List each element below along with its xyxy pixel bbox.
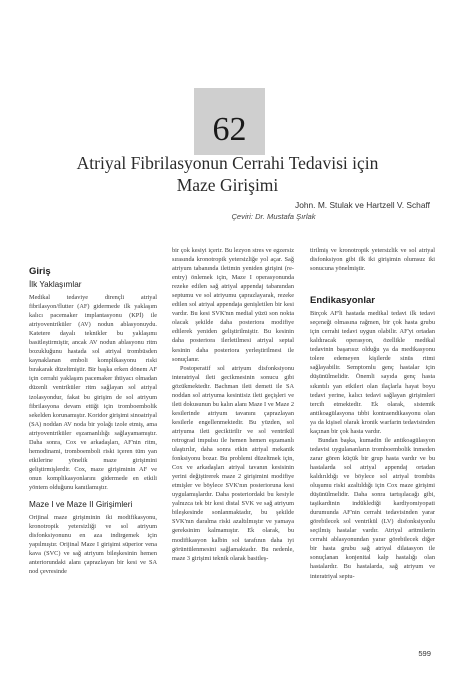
subheading-maze-1-2: Maze I ve Maze II Girişimleri xyxy=(29,500,133,510)
paragraph: Postoperatif sol atriyum disfonksiyonu interatriyal ileti gecikmesinin sonucu gibi gözükmektedir. Bachman ileti demeti ile SA noddan sol atriyuma kesintisiz ileti geçişleri ve ileti dokusunun bu kalın alanı Maze I ve Maze 2 kesilerinde atriyum tavanını çaprazlayan kesilerle engellenmektedir. Bu yüzden, sol atriyuma ileti geciktirilir ve sol ventrikül retrograd impulsu ile hemen hemen eşzamanlı ulaştırılır, daha sonra etkin atriyal mekanik fonksiyonu bozar. Bu problemi düzeltmek için, Cox ve arkadaşları atriyal tavanın kesisinin yerini değiştirerek maze 2 girişimini modifiye etmişler ve böylece SVK'nın posterioruna kesi uygulamışlardır. Daha posteriordaki bu kesiyle yalnızca tek bir kesi distal SVK ve sağ atriyum bileşkesinde sonlanmaktadır, bu şekilde SVK'nın daralma riski azaltılmıştır ve yamaya gereksinim kalmamıştır. Ek olarak, bu modifikasyon kalbin sol tarafının daha iyi görüntülenmesini sağlamaktadır. Bu nedenle, maze 3 girişimi teknik olarak basitleş- xyxy=(172,364,294,562)
chapter-number-box xyxy=(194,88,265,155)
column-left xyxy=(29,246,157,576)
authors: John. M. Stulak ve Hartzell V. Schaff xyxy=(295,200,430,210)
page-number: 599 xyxy=(418,649,431,658)
section-heading-giris: Giriş xyxy=(29,266,51,277)
chapter-title-line2: Maze Girişimi xyxy=(176,175,279,195)
paragraph: Birçok AF'li hastada medikal tedavi ilk tedavi seçeneği olmasına rağmen, bir çok hasta grubu için cerrahi tedavi uygun olabilir. AF'yi ortadan kaldıracak operasyon, özellikle medikal tedavinin başarısız olduğu ya da medikasyonu tolere edemeyen kişilerde sinüs ritmi sağlayabilir. Semptomlu genç hastalar için düşünülmelidir. Önemli sayıda genç hasta sıkıntılı yan etkileri olan ilaçlarla hayat boyu tedavi yerine, kalıcı tedavi sağlayan girişimleri tercih etmektedir. Ek olarak, sistemik antikoagülasyona tıbbi kontraendikasyonu olan ya da kişisel olarak kronik warfarin tedavisinden kaçınan bir çok hasta vardır. xyxy=(310,310,435,435)
paragraph: Medikal tedaviye dirençli atriyal fibrilasyon/flutter (AF) gidermede ilk yaklaşım kalıcı pacemaker implantasyonu (KPİ) ile atriyoventriküler (AV) nodun ablasyonuydu. Katetere dayalı teknikler bu yaklaşımı basitleştirmiştir, ancak AV nodun ablasyonu ritm bozukluğunu hastada sol atriyal trombüsden kaynaklanan emboli komplikasyonu riski bırakarak düzeltmiştir. Bir başka erken dönem AF için cerrahi yaklaşım pacemaker ihtiyacı olmadan düzenli ventriküler ritm sağlayan sol atriyal izolasyondur, fakat bu girişim de sol atriyum fibrilasyona devam ettiği için tromboembolik sekelden korunamıştır. Koridor girişimi sinoatriyal (SA) noddan AV noda bir yolağı izole etmiş, ama atriyoventriküler eşzamanlılığı sağlayamamıştır. Daha sonra, Cox ve arkadaşları, AF'nin ritm, hemodinami, tromboemboli riski içeren tüm yan etkilerine yönelik maze girişimini geliştirmişlerdir. Cox, maze girişiminin AF ve onun komplikasyonlarını gidermede en etkili yöntem olduğunu kanıtlamıştır. xyxy=(29,294,157,491)
subheading-ilk-yaklasimlar: İlk Yaklaşımlar xyxy=(29,280,82,289)
translator: Çeviri: Dr. Mustafa Şırlak xyxy=(231,212,316,221)
section-heading-endikasyonlar: Endikasyonlar xyxy=(310,295,375,307)
column-middle xyxy=(172,246,294,563)
chapter-title-line1: Atriyal Fibrilasyonun Cerrahi Tedavisi için xyxy=(76,153,379,173)
column-right xyxy=(310,246,435,581)
paragraph: bir çok kesiyi içerir. Bu lezyon stres ve egzersiz sırasında kronotropik yetersizliğe yol açar. Sağ atriyum tabanında iletimin yeniden girişini (re-entry) önlemek için, Maze I operasyonunda rezeke edilen sağ atriyal appendaj tabanından septumu ve sol atriyumu çaprazlayarak, rezeke edilen sol atriyal appendaja genişletilen bir kesi vardır. Bu kesi SVK'nın medial yüzü son nokta olacak şekilde daha posteriora modifiye edilerek yeniden geliştirilmiştir. Bu kesinin daha posteriora ilerletilmesi atriyal septal kesinin daha posteriora yerleştirilmesi ile sonuçlanır. xyxy=(172,247,294,363)
chapter-number: 62 xyxy=(212,111,247,148)
paragraph: tirilmiş ve kronotropik yetersizlik ve sol atriyal disfonksiyon gibi ilk iki girişimin olumsuz iki sonucuna yönelmiştir. xyxy=(310,247,435,273)
paragraph: Orijinal maze girişiminin iki modifikasyonu, kronotropik yetersizliği ve sol atriyum disfonksiyonunu en aza indirgemek için yapılmıştır. Orijinal Maze I girişimi süperior vena kava (SVC) ve sağ atriyum bileşkesinin hemen anteriorundaki alanı çaprazlayan bir kesi ve SA nod çevresinde xyxy=(29,514,157,576)
paragraph: Bundan başka, kumadin ile antikoagülasyon tedavisi uygulananların tromboembolik inmeden zarar gören küçük bir grup hasta vardır ve bu hastalarda sol atriyal appendaj ortadan kaldırıldığı ve böylece sol atriyal trombüs oluşumu riski azaltıldığı için Cox maze girişimi düşünülmelidir. Daha sonra tartışılacağı gibi, taşikardinin indüklediği kardiyomiyopati durumunda AF'nin cerrahi tedavisinden yarar görebilecek sol ventrikül (LV) disfonksiyonlu seçilmiş hastalar vardır. Atriyal aritmilerin cerrahi ablasyonundan yarar görebilecek diğer bir hasta grubu sağ atriyal dilatasyon ile sonuçlanan konjenital kalp hastalığı olan hastalardır. Bu hastalarda, sağ atriyum ve interatriyal septu- xyxy=(310,436,435,580)
chapter-title xyxy=(40,152,415,196)
